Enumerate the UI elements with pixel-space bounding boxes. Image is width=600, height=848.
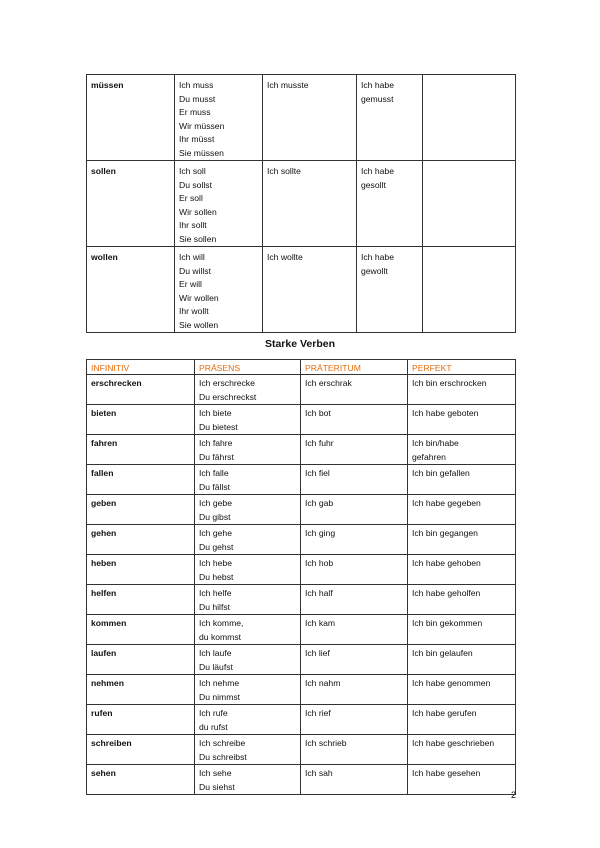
perfect-cell	[408, 735, 516, 765]
modal-row	[87, 247, 516, 333]
infinitive-cell: schreiben	[87, 735, 195, 765]
infinitive-cell: bieten	[87, 405, 195, 435]
strong-row	[87, 585, 516, 615]
header-praeteritum: PRÄTERITUM	[301, 360, 408, 375]
perfect-cell-line: Ich bin gekommen	[412, 618, 483, 628]
perfect-cell	[408, 465, 516, 495]
present-cell-line: Du fällst	[199, 481, 231, 492]
present-cell-line: Sie müssen	[179, 147, 224, 158]
section-title: Starke Verben	[264, 338, 336, 350]
present-cell-line: Ich soll	[179, 166, 206, 176]
present-cell-line: Er soll	[179, 193, 203, 203]
present-cell-line: Du siehst	[199, 781, 235, 792]
past-cell: Ich half	[301, 585, 408, 615]
present-cell	[195, 525, 301, 555]
strong-row	[87, 405, 516, 435]
past-cell: Ich sah	[301, 765, 408, 795]
perfect-cell	[408, 585, 516, 615]
present-cell-line: Ich rufe	[199, 708, 228, 718]
verb-cell: sollen	[87, 161, 175, 247]
present-cell-line: du kommst	[199, 631, 242, 642]
strong-row	[87, 495, 516, 525]
strong-row	[87, 645, 516, 675]
perfect-cell-line: Ich habe	[361, 80, 394, 90]
perfect-cell-line: Ich habe gegeben	[412, 498, 481, 508]
perfect-cell-line: Ich bin gegangen	[412, 528, 478, 538]
past-cell: Ich sollte	[263, 161, 357, 247]
present-cell-line: Ich schreibe	[199, 738, 246, 748]
past-cell: Ich schrieb	[301, 735, 408, 765]
perfect-cell	[408, 525, 516, 555]
past-cell: Ich rief	[301, 705, 408, 735]
present-cell-line: Wir wollen	[179, 292, 219, 303]
present-cell-line: Du sollst	[179, 179, 212, 190]
present-cell-line: Ich biete	[199, 408, 232, 418]
modal-row	[87, 161, 516, 247]
perfect-cell	[357, 247, 423, 333]
strong-row	[87, 765, 516, 795]
present-cell-line: Ich falle	[199, 468, 229, 478]
perfect-cell	[408, 645, 516, 675]
present-cell-line: Ich will	[179, 252, 205, 262]
verb-cell: wollen	[87, 247, 175, 333]
past-cell: Ich gab	[301, 495, 408, 525]
perfect-cell-line: Ich habe gesehen	[412, 768, 481, 778]
present-cell-line: Ich helfe	[199, 588, 232, 598]
present-cell	[195, 705, 301, 735]
strong-row	[87, 675, 516, 705]
infinitive-cell: sehen	[87, 765, 195, 795]
present-cell-line: Ich fahre	[199, 438, 233, 448]
present-cell-line: Ich erschrecke	[199, 378, 255, 388]
verb-cell: müssen	[87, 75, 175, 161]
infinitive-cell: rufen	[87, 705, 195, 735]
perfect-cell-line: Ich habe geschrieben	[412, 738, 495, 748]
past-cell: Ich erschrak	[301, 375, 408, 405]
extra-cell	[423, 161, 516, 247]
present-cell-line: Sie sollen	[179, 233, 217, 244]
perfect-cell	[357, 75, 423, 161]
present-cell-line: Wir sollen	[179, 206, 217, 217]
perfect-cell	[408, 555, 516, 585]
strong-row	[87, 465, 516, 495]
extra-cell	[423, 247, 516, 333]
perfect-cell-line: gesollt	[361, 179, 386, 190]
perfect-cell	[408, 435, 516, 465]
strong-verbs-table	[86, 359, 516, 795]
past-cell: Ich bot	[301, 405, 408, 435]
present-cell-line: Du läufst	[199, 661, 233, 672]
past-cell: Ich fuhr	[301, 435, 408, 465]
page-number: 2	[510, 790, 516, 800]
perfect-cell-line: gemusst	[361, 93, 394, 104]
present-cell-line: Sie wollen	[179, 319, 219, 330]
perfect-cell	[408, 615, 516, 645]
present-cell	[195, 405, 301, 435]
perfect-cell-line: Ich habe geboten	[412, 408, 479, 418]
present-cell	[175, 161, 263, 247]
present-cell	[195, 765, 301, 795]
strong-row	[87, 705, 516, 735]
past-cell: Ich fiel	[301, 465, 408, 495]
perfect-cell	[357, 161, 423, 247]
present-cell-line: Ich sehe	[199, 768, 232, 778]
infinitive-cell: geben	[87, 495, 195, 525]
strong-row	[87, 615, 516, 645]
present-cell-line: du rufst	[199, 721, 228, 732]
infinitive-cell: fallen	[87, 465, 195, 495]
present-cell-line: Ich gebe	[199, 498, 232, 508]
perfect-cell-line: Ich habe geholfen	[412, 588, 481, 598]
perfect-cell-line: Ich bin/habe	[412, 438, 459, 448]
present-cell-line: Du erschreckst	[199, 391, 257, 402]
perfect-cell	[408, 405, 516, 435]
perfect-cell-line: Ich habe	[361, 252, 394, 262]
present-cell-line: Ich nehme	[199, 678, 240, 688]
infinitive-cell: helfen	[87, 585, 195, 615]
perfect-cell-line: Ich bin erschrocken	[412, 378, 487, 388]
present-cell-line: Ich laufe	[199, 648, 232, 658]
past-cell: Ich nahm	[301, 675, 408, 705]
perfect-cell	[408, 675, 516, 705]
present-cell	[195, 645, 301, 675]
present-cell-line: Ich hebe	[199, 558, 232, 568]
infinitive-cell: gehen	[87, 525, 195, 555]
header-praesens: PRÄSENS	[195, 360, 301, 375]
perfect-cell	[408, 705, 516, 735]
present-cell-line: Du schreibst	[199, 751, 247, 762]
strong-row	[87, 435, 516, 465]
perfect-cell-line: gewollt	[361, 265, 388, 276]
perfect-cell-line: Ich habe	[361, 166, 394, 176]
present-cell	[195, 375, 301, 405]
present-cell	[195, 495, 301, 525]
perfect-cell-line: Ich bin gefallen	[412, 468, 470, 478]
present-cell	[195, 465, 301, 495]
perfect-cell-line: Ich habe genommen	[412, 678, 491, 688]
past-cell: Ich ging	[301, 525, 408, 555]
present-cell	[195, 435, 301, 465]
perfect-cell	[408, 495, 516, 525]
present-cell-line: Ihr müsst	[179, 134, 215, 144]
present-cell	[195, 735, 301, 765]
perfect-cell-line: gefahren	[412, 451, 446, 462]
perfect-cell-line: Ich habe gerufen	[412, 708, 477, 718]
present-cell-line: Er muss	[179, 107, 211, 117]
strong-row	[87, 525, 516, 555]
present-cell-line: Ihr wollt	[179, 306, 209, 316]
present-cell-line: Du hebst	[199, 571, 234, 582]
strong-row	[87, 375, 516, 405]
infinitive-cell: kommen	[87, 615, 195, 645]
present-cell-line: Du bietest	[199, 421, 238, 432]
infinitive-cell: heben	[87, 555, 195, 585]
perfect-cell-line: Ich bin gelaufen	[412, 648, 473, 658]
present-cell	[195, 585, 301, 615]
infinitive-cell: nehmen	[87, 675, 195, 705]
past-cell: Ich hob	[301, 555, 408, 585]
past-cell: Ich lief	[301, 645, 408, 675]
present-cell-line: Ich gehe	[199, 528, 232, 538]
present-cell-line: Du gehst	[199, 541, 234, 552]
present-cell-line: Du nimmst	[199, 691, 241, 702]
present-cell-line: Du willst	[179, 265, 211, 276]
extra-cell	[423, 75, 516, 161]
present-cell-line: Wir müssen	[179, 120, 225, 131]
past-cell: Ich musste	[263, 75, 357, 161]
present-cell	[195, 615, 301, 645]
present-cell-line: Du fährst	[199, 451, 234, 462]
present-cell	[175, 247, 263, 333]
strong-row	[87, 555, 516, 585]
perfect-cell	[408, 765, 516, 795]
header-infinitiv: INFINITIV	[87, 360, 195, 375]
present-cell-line: Er will	[179, 279, 202, 289]
modal-row	[87, 75, 516, 161]
infinitive-cell: erschrecken	[87, 375, 195, 405]
strong-row	[87, 735, 516, 765]
past-cell: Ich wollte	[263, 247, 357, 333]
perfect-cell	[408, 375, 516, 405]
header-perfekt: PERFEKT	[408, 360, 516, 375]
present-cell-line: Ich muss	[179, 80, 214, 90]
present-cell-line: Du musst	[179, 93, 216, 104]
past-cell: Ich kam	[301, 615, 408, 645]
present-cell	[195, 555, 301, 585]
present-cell-line: Ihr sollt	[179, 220, 207, 230]
modal-verbs-table	[86, 74, 516, 333]
present-cell	[175, 75, 263, 161]
header-row	[87, 360, 516, 375]
present-cell-line: Ich komme,	[199, 618, 244, 628]
present-cell-line: Du hilfst	[199, 601, 231, 612]
infinitive-cell: laufen	[87, 645, 195, 675]
present-cell-line: Du gibst	[199, 511, 231, 522]
infinitive-cell: fahren	[87, 435, 195, 465]
present-cell	[195, 675, 301, 705]
perfect-cell-line: Ich habe gehoben	[412, 558, 481, 568]
